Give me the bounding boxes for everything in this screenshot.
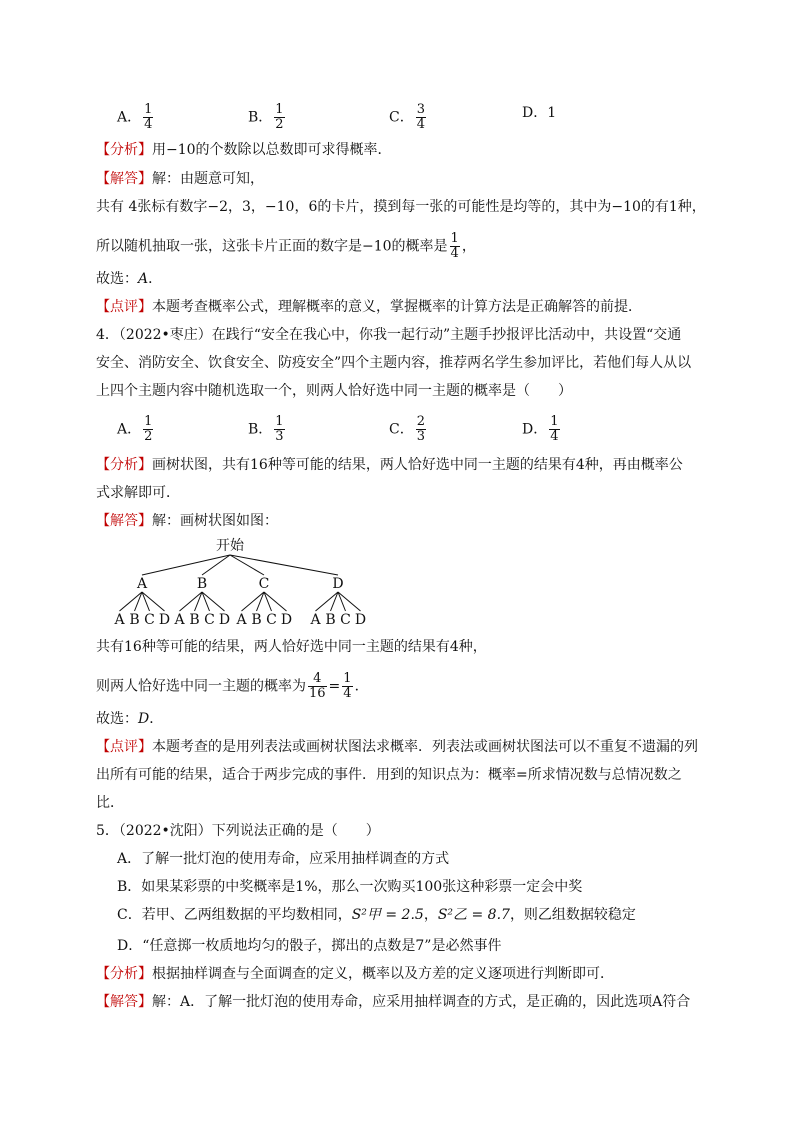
q4-analysis-line1: 【分析】画树状图，共有16种等可能的结果，两人恰好选中同一主题的结果有4种，再由概率公 (96, 457, 683, 473)
q3-answer-line1: 【解答】解：由题意可知， (96, 171, 264, 187)
tree-branch-label: D (332, 576, 344, 592)
q3-option-b: B． $\frac{1}{2}$ (248, 102, 284, 132)
fraction: $\frac{3}{4}$ (416, 102, 425, 132)
tree-leaf-label: C (266, 612, 277, 628)
tree-leaf-label: B (129, 612, 140, 628)
tree-diagram (90, 536, 390, 632)
q5-answer: 【解答】解：A．了解一批灯泡的使用寿命，应采用抽样调查的方式，是正确的，因此选项A符合 (96, 994, 691, 1010)
q4-analysis-line2: 式求解即可． (96, 485, 180, 501)
q4-stem-line2: 安全、消防安全、饮食安全、防疫安全”四个主题内容，推荐两名学生参加评比，若他们每人从以 (96, 355, 692, 371)
fraction: $\frac{1}{2}$ (144, 414, 153, 444)
fraction: $\frac{2}{3}$ (416, 414, 425, 444)
q3-comment: 【点评】本题考查概率公式，理解概率的意义，掌握概率的计算方法是正确解答的前提． (96, 299, 642, 315)
tree-leaf-label: A (174, 612, 185, 628)
tree-leaf-label: D (280, 612, 293, 628)
tree-branch-label: C (258, 576, 270, 592)
q4-probability: 则两人恰好选中同一主题的概率为 $\frac{4}{16}$ = $\frac{1}{4}$ ． (96, 671, 369, 701)
q4-stem-line3: 上四个主题内容中随机选取一个，则两人恰好选中同一主题的概率是（ ） (96, 383, 572, 399)
fraction: $\frac{1}{3}$ (275, 414, 284, 444)
fraction: $\frac{1}{2}$ (275, 102, 284, 132)
tree-leaf-label: A (236, 612, 247, 628)
q5-option-a: A．了解一批灯泡的使用寿命，应采用抽样调查的方式 (117, 851, 450, 867)
q5-stem: 5．（2022•沈阳）下列说法正确的是（ ） (96, 823, 380, 839)
q3-option-c: C． $\frac{3}{4}$ (389, 102, 425, 132)
q4-option-c: C． $\frac{2}{3}$ (389, 414, 425, 444)
q4-choice: 故选：D． (96, 711, 164, 727)
q3-choice: 故选：A． (96, 271, 163, 287)
q4-stem-line1: 4．（2022•枣庄）在践行“安全在我心中，你我一起行动”主题手抄报评比活动中，共设置“交通 (96, 327, 682, 343)
q4-comment-line1: 【点评】本题考查的是用列表法或画树状图法求概率．列表法或画树状图法可以不重复不遗漏的列 (96, 739, 698, 755)
q5-option-d: D．“任意掷一枚质地均匀的骰子，掷出的点数是7”是必然事件 (117, 938, 502, 954)
tree-root-label: 开始 (216, 538, 244, 554)
fraction: $\frac{4}{16}$ (309, 671, 326, 701)
q5-option-c: C．若甲、乙两组数据的平均数相同，S²甲 = 2.5，S²乙 = 8.7，则乙组数据较稳定 (117, 907, 636, 923)
q4-option-a: A． $\frac{1}{2}$ (117, 414, 153, 444)
tree-leaf-label: C (340, 612, 351, 628)
q4-comment-line2: 出所有可能的结果，适合于两步完成的事件．用到的知识点为：概率=所求情况数与总情况数之 (96, 767, 682, 783)
tree-leaf-label: D (158, 612, 171, 628)
q4-result: 共有16种等可能的结果，两人恰好选中同一主题的结果有4种， (96, 639, 487, 655)
q5-analysis: 【分析】根据抽样调查与全面调查的定义，概率以及方差的定义逐项进行判断即可． (96, 966, 614, 982)
tree-leaf-label: C (204, 612, 215, 628)
tree-leaf-label: B (325, 612, 336, 628)
q4-answer: 【解答】解：画树状图如图： (96, 513, 278, 529)
tree-leaf-label: D (354, 612, 367, 628)
tree-leaf-label: A (114, 612, 125, 628)
fraction: $\frac{1}{4}$ (550, 414, 559, 444)
tree-leaf-label: B (251, 612, 262, 628)
q4-option-d: D． $\frac{1}{4}$ (522, 414, 559, 444)
tree-leaf-label: C (144, 612, 155, 628)
fraction: $\frac{1}{4}$ (450, 231, 459, 261)
q3-answer-line2: 共有 4张标有数字−2，3，−10，6的卡片，摸到每一张的可能性是均等的，其中为−10的有1种， (96, 199, 706, 215)
q4-comment-line3: 比． (96, 795, 124, 811)
q3-option-a: A． $\frac{1}{4}$ (117, 102, 153, 132)
fraction: $\frac{1}{4}$ (343, 671, 352, 701)
tree-leaf-label: D (218, 612, 231, 628)
tree-branch-label: A (136, 576, 148, 592)
q5-option-b: B．如果某彩票的中奖概率是1%，那么一次购买100张这种彩票一定会中奖 (117, 879, 583, 895)
fraction: $\frac{1}{4}$ (144, 102, 153, 132)
q3-answer-line3: 所以随机抽取一张，这张卡片正面的数字是−10的概率是 $\frac{1}{4}$ ， (96, 231, 476, 261)
tree-leaf-label: A (310, 612, 321, 628)
tree-branch-label: B (196, 576, 208, 592)
tree-leaf-label: B (189, 612, 200, 628)
q4-option-b: B． $\frac{1}{3}$ (248, 414, 284, 444)
q3-option-d: D．1 (522, 105, 557, 121)
q3-analysis: 【分析】用−10的个数除以总数即可求得概率． (96, 142, 392, 158)
